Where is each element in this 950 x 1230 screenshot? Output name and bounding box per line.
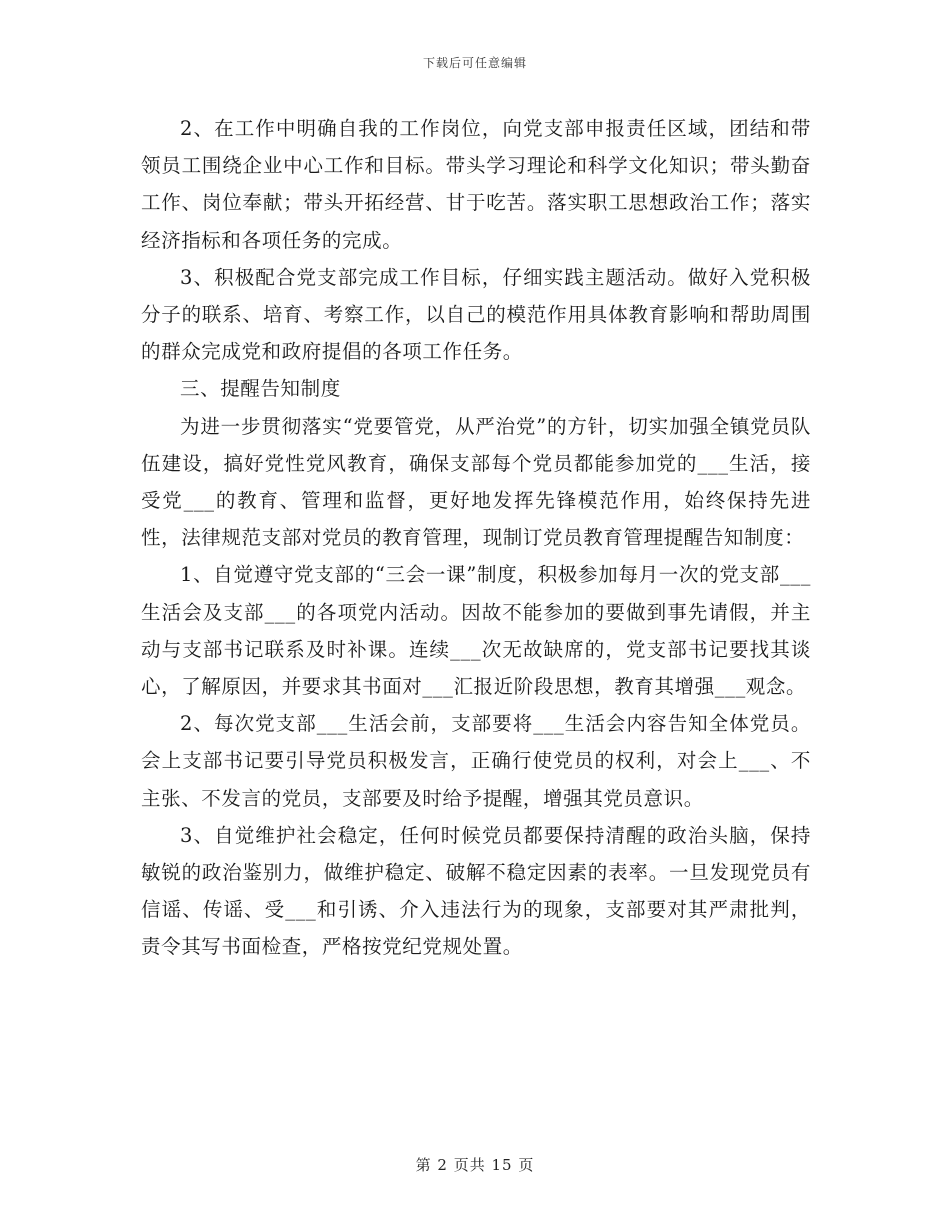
page-header: 下载后可任意编辑: [422, 56, 527, 70]
section-heading: 三、提醒告知制度: [180, 377, 341, 401]
document-body: [141, 110, 811, 966]
paragraph-duty-2: 2、在工作中明确自我的工作岗位，向党支部申报责任区域，团结和带领员工围绕企业中心工作和目标。带头学习理论和科学文化知识；带头勤奋工作、岗位奉献；带头开拓经营、甘于吃苦。落实职工思想政治工作；落实经济指标和各项任务的完成。: [141, 117, 811, 252]
paragraph-intro: 为进一步贯彻落实“党要管党，从严治党”的方针，切实加强全镇党员队伍建设，搞好党性党风教育，确保支部每个党员都能参加党的___生活，接受党___的教育、管理和监督，更好地发挥先锋模范作用，始终保持先进性，法律规范支部对党员的教育管理，现制订党员教育管理提醒告知制度：: [141, 414, 811, 550]
paragraph-rule-1: 1、自觉遵守党支部的“三会一课”制度，积极参加每月一次的党支部___生活会及支部___的各项党内活动。因故不能参加的要做到事先请假，并主动与支部书记联系及时补课。连续___次无故缺席的，党支部书记要找其谈心，了解原因，并要求其书面对___汇报近阶段思想，教育其增强___观念。: [141, 563, 811, 699]
paragraph-rule-3: 3、自觉维护社会稳定，任何时候党员都要保持清醒的政治头脑，保持敏锐的政治鉴别力，做维护稳定、破解不稳定因素的表率。一旦发现党员有信谣、传谣、受___和引诱、介入违法行为的现象，支部要对其严肃批判，责令其写书面检查，严格按党纪党规处置。: [141, 823, 811, 959]
page-number: 第 2 页共 15 页: [415, 1156, 535, 1174]
paragraph-rule-2: 2、每次党支部___生活会前，支部要将___生活会内容告知全体党员。会上支部书记要引导党员积极发言，正确行使党员的权利，对会上___、不主张、不发言的党员，支部要及时给予提醒，增强其党员意识。: [141, 712, 811, 810]
paragraph-duty-3: 3、积极配合党支部完成工作目标，仔细实践主题活动。做好入党积极分子的联系、培育、考察工作，以自己的模范作用具体教育影响和帮助周围的群众完成党和政府提倡的各项工作任务。: [141, 265, 811, 364]
